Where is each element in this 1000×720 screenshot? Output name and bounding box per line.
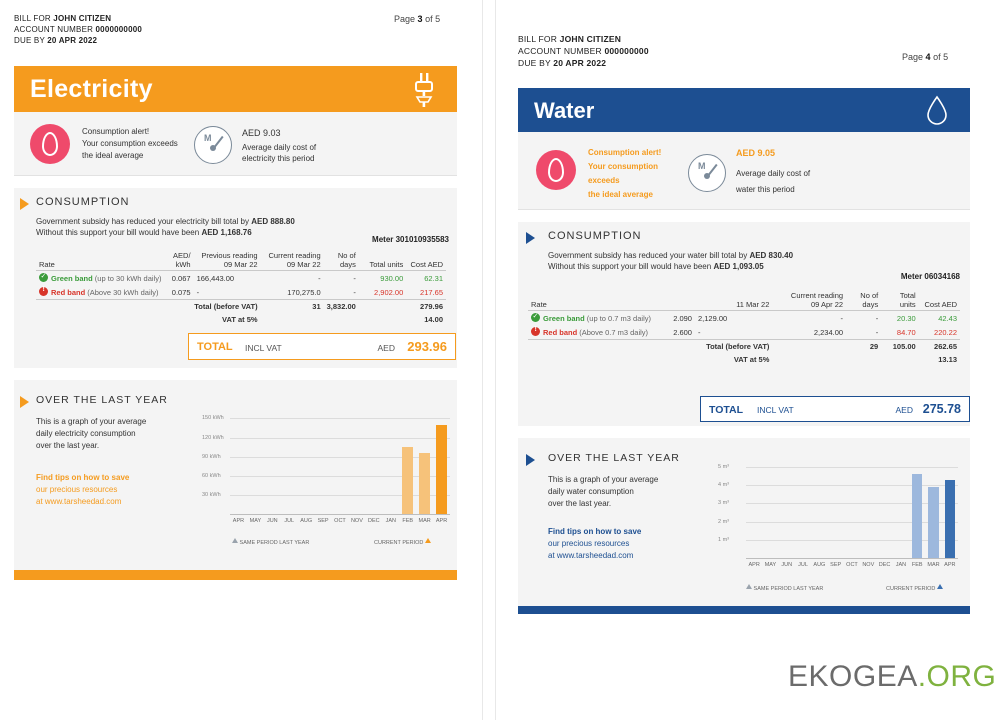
- current-reading-value: -: [318, 273, 321, 283]
- chart-y-tick-label: 3 m³: [718, 500, 729, 507]
- band-cell-green: ✓Green band (up to 0.7 m3 daily): [528, 311, 656, 326]
- subsidy-original-amount: AED 1,168.76: [201, 228, 252, 237]
- yearly-graph-card-electricity: [14, 380, 457, 570]
- page-of: of: [933, 52, 941, 62]
- bill-meta-left: [14, 14, 142, 47]
- rate-value: 2.090: [673, 313, 692, 323]
- subsidy-line-1: [36, 216, 446, 227]
- previous-reading-value: 2,129.00: [697, 313, 728, 323]
- graph-tip-line-1: Find tips on how to save: [36, 473, 130, 482]
- check-icon: [531, 313, 540, 322]
- watermark: [788, 660, 996, 694]
- subsidy-original-amount: AED 1,093.05: [713, 262, 764, 271]
- total-before-vat-cost: 279.96: [359, 300, 446, 314]
- meter-number: Meter 301010935583: [372, 235, 449, 244]
- page-divider: [482, 0, 496, 720]
- page-word: Page: [902, 52, 924, 62]
- total-amount: 275.78: [922, 402, 961, 416]
- th-aed-kwh: AED/ kWh: [164, 250, 193, 271]
- chart-y-tick-label: 60 kWh: [202, 472, 221, 479]
- due-line: [518, 58, 649, 68]
- section-arrow-icon: [20, 396, 29, 408]
- graph-desc-line-1: This is a graph of your average: [548, 475, 659, 484]
- page-of: of: [425, 14, 433, 24]
- chart-x-tick-label: APR: [232, 518, 245, 524]
- band-cell-red: !Red band (Above 0.7 m3 daily): [528, 325, 656, 340]
- chart-x-tick-label: SEP: [317, 518, 329, 524]
- subsidy-amount: AED 888.80: [251, 217, 295, 226]
- chart-x-tick-label: NOV: [350, 518, 363, 524]
- due-label: DUE BY: [518, 58, 554, 68]
- graph-tip-line-3: at www.tarsheedad.com: [548, 551, 634, 560]
- tarsheed-link[interactable]: www.tarsheedad.com: [44, 497, 122, 506]
- section-arrow-icon: [526, 232, 535, 244]
- th-current-reading: Current reading 09 Apr 22: [772, 290, 846, 311]
- th-current-reading: Current reading 09 Mar 22: [261, 250, 324, 271]
- alert-line-2: exceeds: [588, 176, 620, 185]
- chart-x-tick-label: MAR: [927, 562, 940, 568]
- cost-value: 217.65: [420, 287, 443, 297]
- account-label: ACCOUNT NUMBER: [14, 25, 96, 34]
- chart-y-tick-label: 5 m³: [718, 463, 729, 470]
- table-header-row: [36, 250, 446, 271]
- leaf-icon: [30, 124, 70, 164]
- total-before-vat-label: Total (before VAT): [528, 340, 772, 354]
- cost-value: 42.43: [938, 313, 957, 323]
- water-consumption-chart: [718, 456, 958, 574]
- units-value: 2,902.00: [374, 287, 404, 297]
- days-value: -: [353, 273, 356, 283]
- graph-desc-line-3: over the last year.: [36, 441, 100, 450]
- alert-line-2: the ideal average: [82, 151, 144, 160]
- chart-y-tick-label: 30 kWh: [202, 491, 221, 498]
- chart-x-tick-label: JUL: [798, 562, 808, 568]
- legend-marker-current: [425, 538, 431, 543]
- band-cell-green: ✓Green band (up to 30 kWh daily): [36, 271, 164, 286]
- tarsheed-link[interactable]: www.tarsheedad.com: [556, 551, 634, 560]
- chart-gridline: [230, 418, 450, 419]
- chart-x-tick-label: JUL: [284, 518, 295, 524]
- chart-gridline: [230, 438, 450, 439]
- chart-x-tick-label: JAN: [385, 518, 396, 524]
- bill-for-name: JOHN CITIZEN: [559, 34, 622, 44]
- chart-y-tick-label: 150 kWh: [202, 415, 224, 422]
- graph-desc-line-2: daily water consumption: [548, 487, 634, 496]
- table-row: [36, 271, 446, 286]
- subsidy-line-2: [548, 261, 948, 272]
- alert-text: [82, 126, 192, 162]
- alert-line-1: Your consumption: [588, 162, 659, 171]
- page-number-right: [902, 52, 948, 62]
- total-before-vat-label: Total (before VAT): [36, 300, 261, 314]
- consumption-table-water: [528, 290, 960, 366]
- current-reading-value: -: [840, 313, 844, 323]
- graph-tip-line-3: at www.tarsheedad.com: [36, 497, 122, 506]
- chart-bar: [945, 480, 955, 558]
- watermark-suffix: .ORG: [917, 660, 997, 693]
- th-cost: Cost AED: [406, 250, 446, 271]
- vat-value: 14.00: [424, 315, 443, 324]
- total-sublabel: INCL VAT: [757, 405, 794, 415]
- graph-desc-line-3: over the last year.: [548, 499, 612, 508]
- meter-number: Meter 06034168: [900, 272, 960, 281]
- days-value: -: [353, 287, 356, 297]
- total-before-vat-row: [528, 340, 960, 354]
- gauge-letter: M: [698, 161, 706, 171]
- chart-x-tick-label: APR: [435, 518, 448, 524]
- warning-icon: [531, 327, 540, 336]
- chart-x-tick-label: SEP: [830, 562, 842, 568]
- chart-x-tick-label: MAR: [418, 518, 431, 524]
- chart-gridline: [746, 503, 958, 504]
- chart-x-tick-label: JUN: [781, 562, 793, 568]
- chart-x-tick-label: OCT: [334, 518, 346, 524]
- bill-for-line: [14, 14, 142, 23]
- total-before-vat-days: 31: [261, 300, 324, 314]
- account-number: 0000000000: [95, 25, 143, 34]
- chart-x-tick-label: DEC: [878, 562, 891, 568]
- th-previous-reading: Previous reading 09 Mar 22: [194, 250, 261, 271]
- alert-title: Consumption alert!: [588, 148, 662, 157]
- chart-bar: [402, 447, 412, 514]
- section-title-over-last-year: OVER THE LAST YEAR: [548, 452, 680, 464]
- electricity-consumption-chart: [202, 412, 450, 530]
- legend-current-period: CURRENT PERIOD: [886, 584, 943, 592]
- th-cost: Cost AED: [919, 290, 960, 311]
- account-number: 000000000: [604, 46, 649, 56]
- bill-page-water: [500, 0, 1000, 720]
- average-cost-text: [242, 142, 362, 164]
- units-value: 20.30: [896, 313, 916, 323]
- previous-reading-value: 166,443.00: [196, 273, 235, 283]
- average-cost-value: AED 9.05: [736, 148, 776, 158]
- legend-current-period: CURRENT PERIOD: [374, 538, 431, 546]
- graph-tip-line-1: Find tips on how to save: [548, 527, 642, 536]
- footer-bar-water: [518, 606, 970, 614]
- account-label: ACCOUNT NUMBER: [518, 46, 605, 56]
- chart-x-tick-label: MAY: [249, 518, 262, 524]
- vat-label: VAT at 5%: [222, 315, 258, 324]
- chart-bar: [928, 487, 938, 558]
- th-total-units: Total units: [881, 290, 918, 311]
- consumption-alert-water: [518, 132, 970, 210]
- days-value: -: [875, 327, 879, 337]
- check-icon: [39, 273, 48, 282]
- table-row: [528, 311, 960, 326]
- section-title-consumption: CONSUMPTION: [36, 196, 130, 208]
- total-before-vat-units: 105.00: [881, 340, 918, 354]
- chart-x-tick-label: DEC: [368, 518, 380, 524]
- chart-x-tick-label: FEB: [402, 518, 414, 524]
- chart-bar: [436, 425, 446, 514]
- chart-x-tick-label: OCT: [846, 562, 858, 568]
- chart-gridline: [746, 467, 958, 468]
- th-rate-value: [656, 290, 695, 311]
- chart-gridline: [230, 495, 450, 496]
- page-current: 4: [925, 52, 931, 62]
- subsidy-line-1-text: Government subsidy has reduced your electricity bill total by: [36, 217, 252, 226]
- rate-value: 0.075: [171, 287, 191, 297]
- account-line: [518, 46, 649, 56]
- chart-x-tick-label: AUG: [300, 518, 313, 524]
- leaf-icon: [536, 150, 576, 190]
- chart-gridline: [230, 457, 450, 458]
- due-date: 20 APR 2022: [47, 36, 98, 45]
- banner-title: Water: [534, 98, 595, 123]
- total-before-vat-cost: 262.65: [919, 340, 960, 354]
- chart-gridline: [230, 476, 450, 477]
- graph-description: [548, 474, 698, 510]
- th-rate: Rate: [36, 250, 164, 271]
- alert-line-3: the ideal average: [588, 190, 653, 199]
- graph-tip: [36, 472, 196, 508]
- vat-value: 13.13: [938, 355, 957, 364]
- bill-for-label: BILL FOR: [14, 14, 54, 23]
- chart-x-axis: [230, 514, 450, 515]
- chart-gridline: [746, 540, 958, 541]
- chart-x-tick-label: JUN: [266, 518, 278, 524]
- page-total: 5: [943, 52, 949, 62]
- legend-marker-current: [937, 584, 943, 589]
- chart-x-tick-label: AUG: [813, 562, 826, 568]
- average-cost-text: [736, 166, 866, 198]
- footer-bar-electricity: [14, 570, 457, 580]
- bill-meta-right: [518, 34, 649, 70]
- subsidy-line-1-text: Government subsidy has reduced your water bill total by: [548, 251, 750, 260]
- bill-page-electricity: [0, 0, 480, 720]
- gauge-icon: [194, 126, 232, 164]
- total-currency: AED: [895, 405, 913, 415]
- chart-y-tick-label: 90 kWh: [202, 453, 221, 460]
- page-current: 3: [417, 14, 423, 24]
- total-before-vat-days: 29: [846, 340, 881, 354]
- chart-y-tick-label: 1 m³: [718, 536, 729, 543]
- graph-tip-line-2: our precious resources: [548, 539, 630, 548]
- table-row: [36, 285, 446, 300]
- section-arrow-icon: [20, 198, 29, 210]
- average-line-2: electricity this period: [242, 154, 315, 163]
- water-drop-icon: [924, 94, 950, 131]
- vat-label: VAT at 5%: [733, 355, 770, 364]
- gauge-letter: M: [204, 133, 212, 143]
- average-line-1: Average daily cost of: [736, 169, 811, 178]
- th-no-of-days: No of days: [324, 250, 359, 271]
- consumption-table-electricity: [36, 250, 446, 326]
- section-arrow-icon: [526, 454, 535, 466]
- total-label: TOTAL: [709, 404, 744, 416]
- subsidy-line-2-text: Without this support your bill would have been: [548, 262, 714, 271]
- cost-value: 62.31: [424, 273, 443, 283]
- alert-line-1: Your consumption exceeds: [82, 139, 178, 148]
- units-value: 84.70: [896, 327, 916, 337]
- table-header-row: [528, 290, 960, 311]
- current-reading-value: 170,275.0: [287, 287, 321, 297]
- graph-desc-line-1: This is a graph of your average: [36, 417, 147, 426]
- legend-same-period: SAME PERIOD LAST YEAR: [232, 538, 309, 546]
- chart-x-tick-label: FEB: [911, 562, 923, 568]
- legend-marker-previous: [746, 584, 752, 589]
- bill-for-name: JOHN CITIZEN: [53, 14, 112, 23]
- chart-x-tick-label: JAN: [895, 562, 907, 568]
- chart-y-tick-label: 4 m³: [718, 482, 729, 489]
- vat-row: [528, 353, 960, 366]
- th-rate: Rate: [528, 290, 656, 311]
- page-number-left: [394, 14, 440, 24]
- current-reading-value: 2,234.00: [813, 327, 844, 337]
- chart-x-tick-label: APR: [748, 562, 760, 568]
- total-box-electricity: [188, 333, 456, 360]
- banner-title: Electricity: [30, 75, 153, 103]
- water-banner: [518, 88, 970, 132]
- chart-x-tick-label: NOV: [862, 562, 875, 568]
- previous-reading-value: -: [196, 287, 200, 297]
- alert-title: Consumption alert!: [82, 127, 150, 136]
- subsidy-line-2-text: Without this support your bill would have been: [36, 228, 202, 237]
- graph-tip: [548, 526, 708, 562]
- th-no-of-days: No of days: [846, 290, 881, 311]
- due-label: DUE BY: [14, 36, 48, 45]
- bill-for-label: BILL FOR: [518, 34, 560, 44]
- legend-marker-previous: [232, 538, 238, 543]
- total-amount: 293.96: [407, 339, 447, 354]
- average-line-1: Average daily cost of: [242, 143, 317, 152]
- units-value: 930.00: [380, 273, 404, 283]
- rate-value: 2.600: [673, 327, 692, 337]
- legend-same-period: SAME PERIOD LAST YEAR: [746, 584, 823, 592]
- plug-icon: [407, 71, 441, 114]
- electricity-banner: [14, 66, 457, 112]
- total-box-water: [700, 396, 970, 422]
- chart-y-tick-label: 120 kWh: [202, 434, 224, 441]
- due-date: 20 APR 2022: [553, 58, 607, 68]
- chart-x-tick-label: MAY: [764, 562, 777, 568]
- average-cost-value: AED 9.03: [242, 128, 281, 138]
- graph-description: [36, 416, 186, 452]
- yearly-graph-card-water: [518, 438, 970, 606]
- total-currency: AED: [377, 343, 395, 353]
- section-title-consumption: CONSUMPTION: [548, 230, 642, 242]
- vat-row: [36, 313, 446, 326]
- subsidy-text: [548, 250, 948, 272]
- graph-desc-line-2: daily electricity consumption: [36, 429, 136, 438]
- bill-for-line: [518, 34, 649, 44]
- total-label: TOTAL: [197, 341, 233, 353]
- total-before-vat-units: 3,832.00: [324, 300, 359, 314]
- section-title-over-last-year: OVER THE LAST YEAR: [36, 394, 168, 406]
- chart-bar: [419, 453, 429, 514]
- th-previous-reading: 11 Mar 22: [695, 290, 772, 311]
- consumption-alert-electricity: [14, 112, 457, 176]
- total-sublabel: INCL VAT: [245, 343, 282, 353]
- page-word: Page: [394, 14, 416, 24]
- th-total-units: Total units: [359, 250, 406, 271]
- gauge-icon: [688, 154, 726, 192]
- subsidy-amount: AED 830.40: [749, 251, 794, 260]
- rate-value: 0.067: [171, 273, 191, 283]
- chart-x-tick-label: APR: [944, 562, 956, 568]
- days-value: -: [875, 313, 879, 323]
- chart-x-axis: [746, 558, 958, 559]
- previous-reading-value: -: [697, 327, 701, 337]
- alert-text: [588, 146, 684, 202]
- chart-gridline: [746, 522, 958, 523]
- chart-gridline: [746, 485, 958, 486]
- chart-y-tick-label: 2 m³: [718, 518, 729, 525]
- watermark-main: EKOGEA: [788, 660, 918, 693]
- page-total: 5: [435, 14, 441, 24]
- table-row: [528, 325, 960, 340]
- average-line-2: water this period: [736, 185, 795, 194]
- band-cell-red: !Red band (Above 30 kWh daily): [36, 285, 164, 300]
- subsidy-line-1: [548, 250, 948, 261]
- warning-icon: [39, 287, 48, 296]
- due-line: [14, 36, 142, 45]
- account-line: [14, 25, 142, 34]
- total-before-vat-row: [36, 300, 446, 314]
- cost-value: 220.22: [934, 327, 957, 337]
- chart-bar: [912, 474, 922, 558]
- graph-tip-line-2: our precious resources: [36, 485, 118, 494]
